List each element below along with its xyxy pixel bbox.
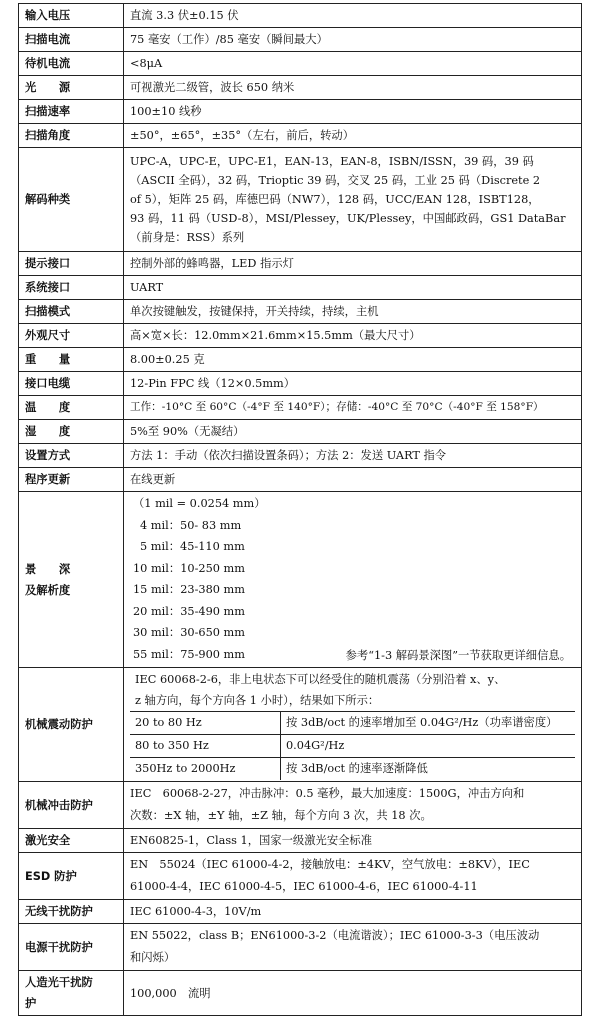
row-label-line: 人造光干扰防: [25, 976, 93, 989]
vibration-desc: 按 3dB/oct 的速率增加至 0.04G²/Hz（功率谱密度）: [281, 712, 576, 735]
depth-item: 4 mil：50- 83 mm: [140, 518, 242, 532]
vibration-range: 80 to 350 Hz: [130, 735, 281, 758]
row-value: [124, 668, 582, 782]
spec-table: [18, 3, 582, 1016]
row-label: 程序更新: [19, 468, 124, 492]
shock-line: 次数：±X 轴，±Y 轴，±Z 轴，每个方向 3 次，共 18 次。: [130, 809, 432, 822]
spec-row-dimensions: [19, 324, 582, 348]
spec-row-scan-rate: [19, 100, 582, 124]
spec-row-standby-current: [19, 52, 582, 76]
vibration-intro-line: IEC 60068-2-6，非上电状态下可以经受住的随机震荡（分别沿着 x、y、: [135, 673, 506, 686]
row-value: 直流 3.3 伏±0.15 伏: [124, 4, 582, 28]
row-value: 高×宽×长：12.0mm×21.6mm×15.5mm（最大尺寸）: [124, 324, 582, 348]
row-value: 5%至 90%（无凝结）: [124, 420, 582, 444]
vibration-row: [130, 735, 575, 758]
row-value: [124, 924, 582, 971]
esd-line: 61000-4-4，IEC 61000-4-5，IEC 61000-4-6，IEC 61000-4-11: [130, 880, 478, 893]
row-value: [124, 148, 582, 252]
row-label: 机械震动防护: [19, 668, 124, 782]
spec-row-scan-current: [19, 28, 582, 52]
depth-item: 20 mil：35-490 mm: [133, 604, 245, 618]
row-label: 接口电缆: [19, 372, 124, 396]
row-value: IEC 61000-4-3，10V/m: [124, 900, 582, 924]
decode-line: （ASCII 全码），32 码，Trioptic 39 码，交叉 25 码，工业 25 码（Discrete 2: [130, 174, 541, 187]
vibration-table: [130, 711, 575, 780]
vibration-desc: 按 3dB/oct 的速率逐渐降低: [281, 758, 576, 781]
row-label: 重 量: [19, 348, 124, 372]
row-label: 扫描模式: [19, 300, 124, 324]
row-label: 湿 度: [19, 420, 124, 444]
row-value: 单次按键触发，按键保持，开关持续，持续，主机: [124, 300, 582, 324]
vibration-row: [130, 758, 575, 781]
spec-row-vibration: [19, 668, 582, 782]
row-label: 输入电压: [19, 4, 124, 28]
row-label: 无线干扰防护: [19, 900, 124, 924]
spec-row-decode-types: [19, 148, 582, 252]
row-label: 扫描速率: [19, 100, 124, 124]
row-value: ±50°，±65°，±35°（左右，前后，转动）: [124, 124, 582, 148]
depth-item: 55 mil：75-900 mm: [133, 647, 245, 661]
spec-row-shock: [19, 782, 582, 829]
decode-line: of 5），矩阵 25 码，库德巴码（NW7），128 码，UCC/EAN 128，ISBT128，: [130, 193, 540, 206]
row-value: 75 毫安（工作）/85 毫安（瞬间最大）: [124, 28, 582, 52]
decode-line: 93 码，11 码（USD-8），MSI/Plessey，UK/Plessey，中国邮政码，GS1 DataBar: [130, 212, 566, 225]
esd-line: EN 55024（IEC 61000-4-2，接触放电：±4KV，空气放电：±8KV），IEC: [130, 858, 530, 871]
row-value: 100,000 流明: [124, 971, 582, 1016]
spec-row-firmware: [19, 468, 582, 492]
row-label: [19, 492, 124, 668]
row-label: 待机电流: [19, 52, 124, 76]
row-value: 100±10 线秒: [124, 100, 582, 124]
power-line: EN 55022，class B；EN61000-3-2（电流谐波）；IEC 61000-3-3（电压波动: [130, 929, 540, 942]
depth-item: 10 mil：10-250 mm: [133, 561, 245, 575]
row-value: UART: [124, 276, 582, 300]
row-value: [124, 782, 582, 829]
spec-row-input-voltage: [19, 4, 582, 28]
row-value: 控制外部的蜂鸣器，LED 指示灯: [124, 252, 582, 276]
depth-header: （1 mil = 0.0254 mm）: [133, 497, 266, 510]
spec-row-scan-angle: [19, 124, 582, 148]
depth-item: 30 mil：30-650 mm: [133, 626, 245, 639]
row-value: EN60825-1，Class 1，国家一级激光安全标准: [124, 829, 582, 853]
row-value: 可视激光二级管，波长 650 纳米: [124, 76, 582, 100]
row-value: [124, 492, 582, 668]
row-label: 激光安全: [19, 829, 124, 853]
spec-row-humidity: [19, 420, 582, 444]
spec-row-ambient-light: [19, 971, 582, 1016]
spec-row-esd: [19, 853, 582, 900]
row-label: [19, 971, 124, 1016]
row-value: 工作：-10°C 至 60°C（-4°F 至 140°F）；存储：-40°C 至 70°C（-40°F 至 158°F）: [124, 396, 582, 420]
vibration-row: [130, 712, 575, 735]
spec-row-laser-safety: [19, 829, 582, 853]
row-label: 温 度: [19, 396, 124, 420]
spec-row-light-source: [19, 76, 582, 100]
spec-row-depth-of-field: [19, 492, 582, 668]
depth-item: 5 mil：45-110 mm: [140, 540, 245, 553]
vibration-intro-line: z 轴方向，每个方向各 1 小时），结果如下所示：: [135, 694, 380, 707]
power-line: 和闪烁）: [130, 951, 176, 964]
row-value: [124, 853, 582, 900]
row-value: 8.00±0.25 克: [124, 348, 582, 372]
spec-row-setup: [19, 444, 582, 468]
row-label: 外观尺寸: [19, 324, 124, 348]
row-label: 系统接口: [19, 276, 124, 300]
spec-row-system-interface: [19, 276, 582, 300]
spec-row-cable: [19, 372, 582, 396]
row-label: 扫描电流: [19, 28, 124, 52]
row-label: ESD 防护: [19, 853, 124, 900]
vibration-range: 350Hz to 2000Hz: [130, 758, 281, 781]
spec-row-wireless: [19, 900, 582, 924]
row-value: 在线更新: [124, 468, 582, 492]
depth-item: 15 mil：23-380 mm: [133, 583, 245, 596]
vibration-range: 20 to 80 Hz: [130, 712, 281, 735]
row-label: 电源干扰防护: [19, 924, 124, 971]
spec-row-weight: [19, 348, 582, 372]
row-label-line: 及解析度: [25, 583, 71, 597]
row-label: 解码种类: [19, 148, 124, 252]
row-label-line: 景 深: [25, 562, 71, 576]
spec-row-temperature: [19, 396, 582, 420]
row-value: 方法 1：手动（依次扫描设置条码）；方法 2：发送 UART 指令: [124, 444, 582, 468]
row-label: 扫描角度: [19, 124, 124, 148]
spec-row-scan-mode: [19, 300, 582, 324]
row-label: 机械冲击防护: [19, 782, 124, 829]
spec-row-power-interference: [19, 924, 582, 971]
row-label-line: 护: [25, 997, 37, 1010]
row-label: 光 源: [19, 76, 124, 100]
decode-line: （前身是：RSS）系列: [130, 231, 245, 244]
row-label: 提示接口: [19, 252, 124, 276]
depth-note: 参考“1-3 解码景深图”一节获取更详细信息。: [345, 649, 571, 662]
row-value: 12-Pin FPC 线（12×0.5mm）: [124, 372, 582, 396]
row-label: 设置方式: [19, 444, 124, 468]
spec-row-hint-interface: [19, 252, 582, 276]
decode-line: UPC-A，UPC-E，UPC-E1，EAN-13，EAN-8，ISBN/ISSN，39 码，39 码: [130, 155, 534, 168]
row-value: <8μA: [124, 52, 582, 76]
shock-line: IEC 60068-2-27，冲击脉冲：0.5 毫秒，最大加速度：1500G，冲击方向和: [130, 787, 525, 800]
vibration-desc: 0.04G²/Hz: [281, 735, 576, 758]
